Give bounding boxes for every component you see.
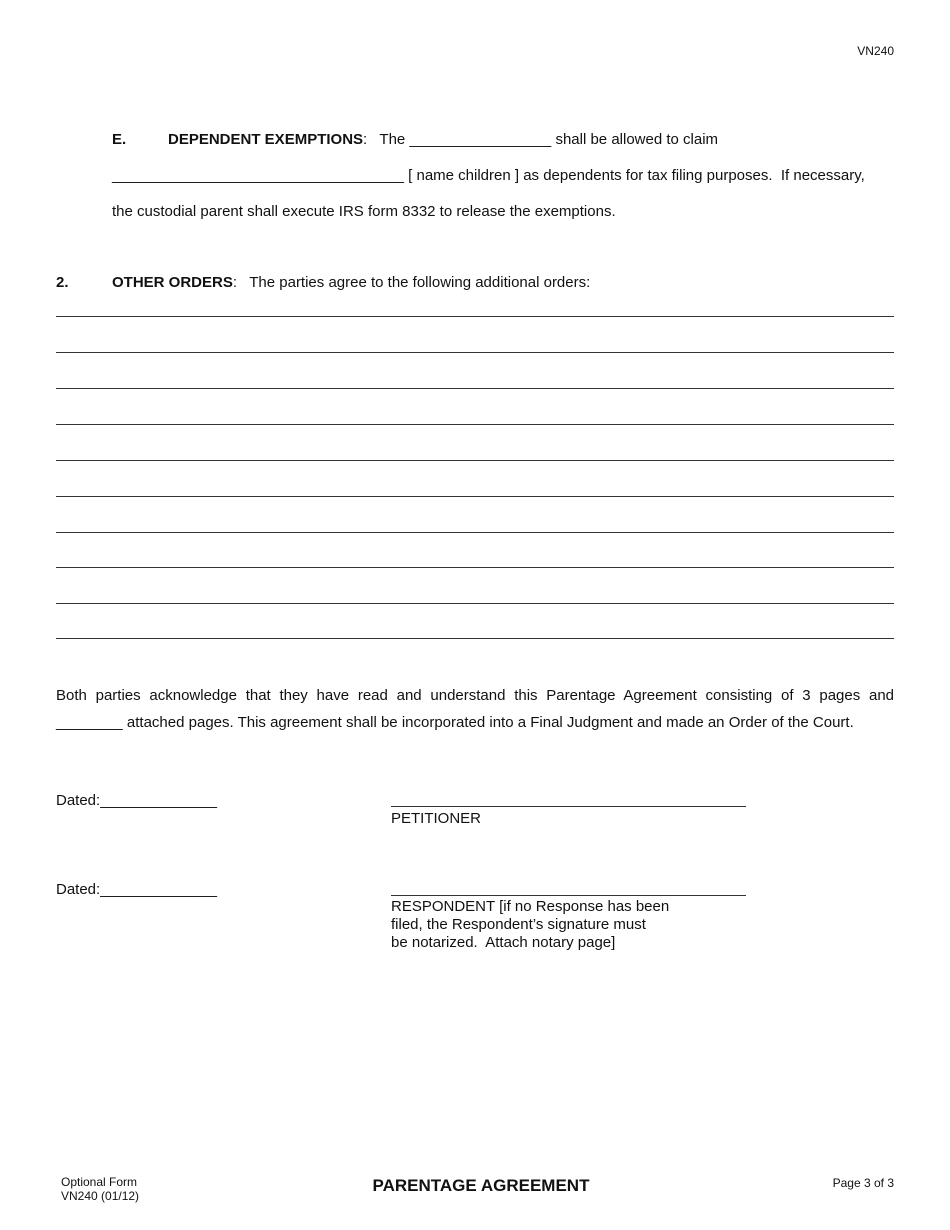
section-e-line1	[168, 131, 718, 148]
acknowledgement	[56, 682, 894, 736]
acknowledgement-line-2-text: attached pages. This agreement shall be incorporated into a Final Judgment and made an Order of the Court.	[122, 714, 854, 731]
respondent-dated	[56, 881, 217, 898]
section-e-line2	[112, 167, 865, 184]
petitioner-label: PETITIONER	[391, 810, 482, 827]
acknowledgement-line-1: Both parties acknowledge that they have read and understand this Parentage Agreement consisting of 3 pages and	[56, 687, 894, 704]
attached-pages-blank[interactable]: ________	[56, 714, 123, 731]
section-e-heading: DEPENDENT EXEMPTIONS	[168, 131, 364, 148]
footer-title: PARENTAGE AGREEMENT	[372, 1176, 590, 1195]
children-blank[interactable]: ___________________________________	[112, 167, 404, 184]
respondent-date-blank[interactable]: ______________	[100, 881, 217, 898]
dated-label: Dated:	[56, 881, 101, 898]
section-e-line2-after: [ name children ] as dependents for tax filing purposes. If necessary,	[403, 167, 865, 184]
other-orders-line-6[interactable]	[56, 496, 894, 497]
dated-label: Dated:	[56, 792, 101, 809]
petitioner-date-blank[interactable]: ______________	[100, 792, 217, 809]
other-orders-line-5[interactable]	[56, 460, 894, 461]
other-orders-line-9[interactable]	[56, 603, 894, 604]
petitioner-dated	[56, 792, 217, 809]
other-orders-line-10[interactable]	[56, 638, 894, 639]
footer-form-version: Optional Form VN240 (01/12)	[61, 1175, 140, 1203]
other-orders-line-1[interactable]	[56, 316, 894, 317]
other-orders-line-2[interactable]	[56, 352, 894, 353]
section-e-line1-before: : The	[363, 131, 410, 148]
acknowledgement-line-2	[56, 709, 894, 736]
taxpayer-blank[interactable]: _________________	[409, 131, 552, 148]
other-orders-line-3[interactable]	[56, 388, 894, 389]
petitioner-signature-line[interactable]	[391, 806, 746, 807]
section-2-number: 2.	[56, 274, 69, 291]
other-orders-line-4[interactable]	[56, 424, 894, 425]
section-e-line1-after: shall be allowed to claim	[551, 131, 719, 148]
footer-page-number: Page 3 of 3	[832, 1176, 894, 1190]
respondent-signature-line[interactable]	[391, 895, 746, 896]
section-2-text: : The parties agree to the following additional orders:	[232, 274, 591, 291]
section-2-line	[112, 274, 590, 291]
other-orders-line-7[interactable]	[56, 532, 894, 533]
form-id: VN240	[857, 44, 894, 58]
section-e-line3: the custodial parent shall execute IRS form 8332 to release the exemptions.	[112, 203, 616, 220]
other-orders-line-8[interactable]	[56, 567, 894, 568]
section-2-heading: OTHER ORDERS	[112, 274, 233, 291]
respondent-label: RESPONDENT [if no Response has been filed, the Respondent’s signature must be notarized. Attach notary page]	[391, 898, 670, 951]
section-e-letter: E.	[112, 131, 127, 148]
